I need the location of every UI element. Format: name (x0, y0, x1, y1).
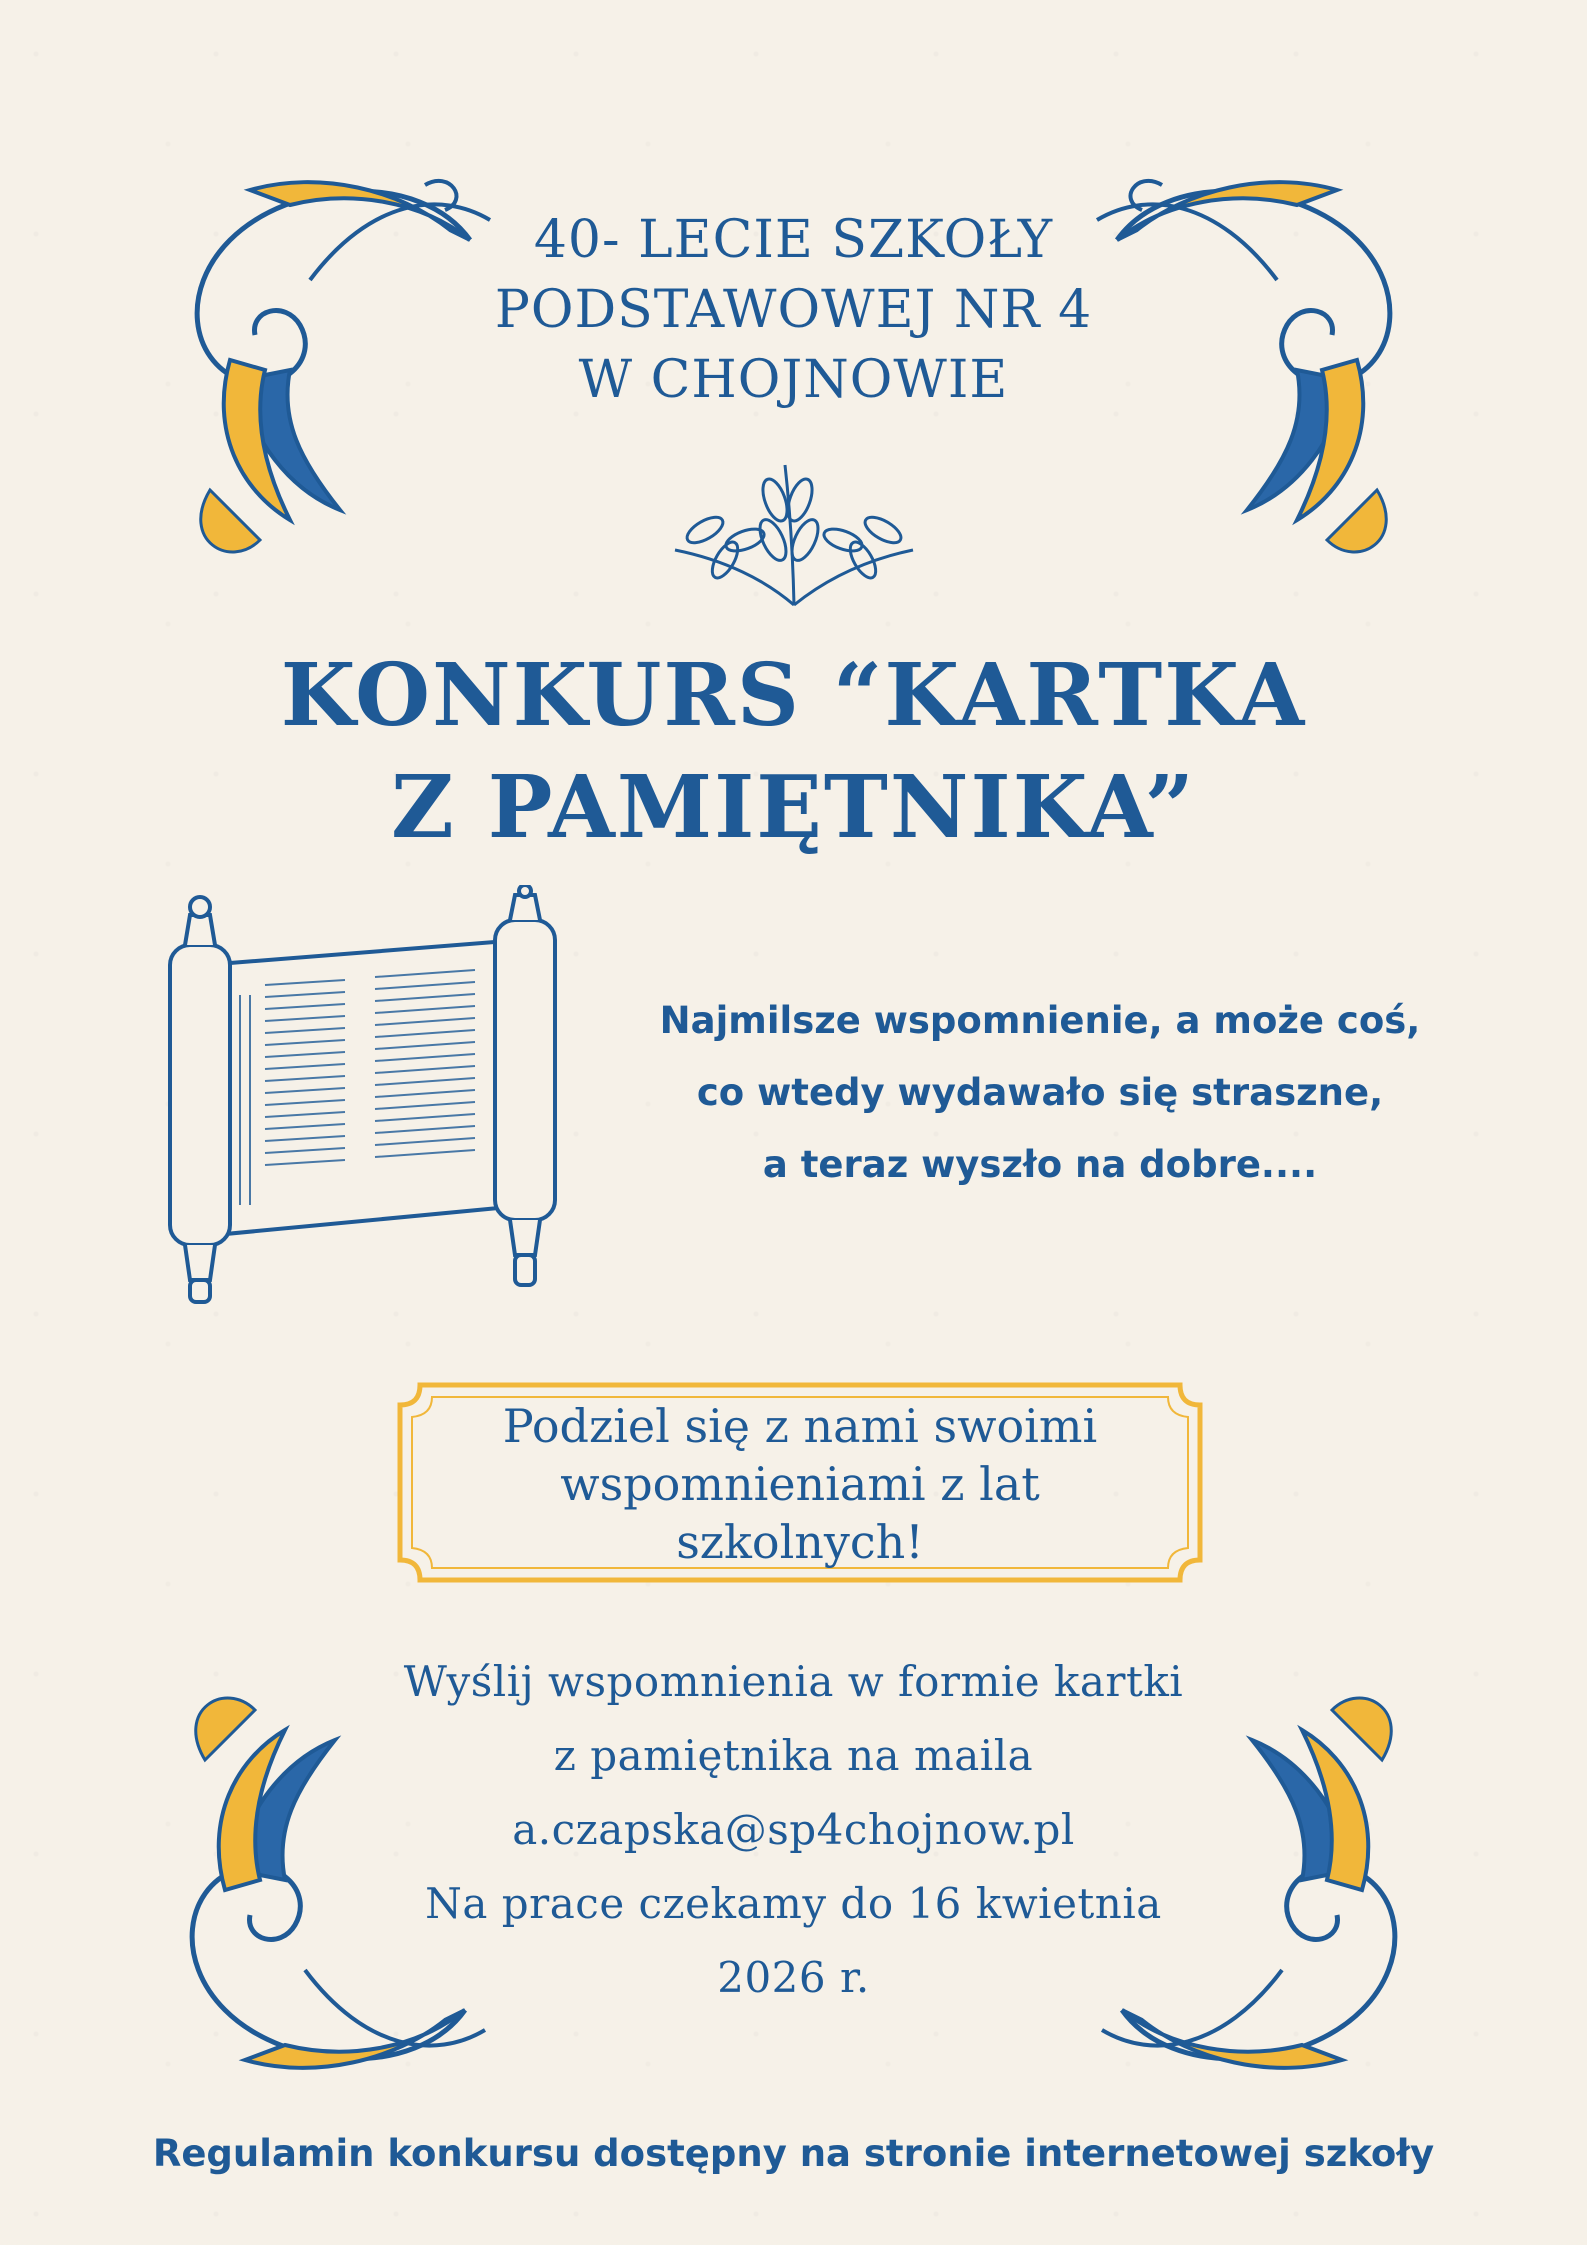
deadline-line: Na prace czekamy do 16 kwietnia (425, 1879, 1162, 1928)
title-line: Z PAMIĘTNIKA” (391, 757, 1196, 858)
lead-text (590, 985, 1490, 1201)
instruction-line: z pamiętnika na maila (553, 1731, 1034, 1780)
lead-line: Najmilsze wspomnienie, a może coś, (659, 999, 1421, 1042)
contest-title (0, 640, 1587, 864)
deadline-year: 2026 r. (717, 1953, 870, 2002)
lead-line: co wtedy wydawało się straszne, (696, 1071, 1384, 1114)
header-line: W CHOJNOWIE (578, 350, 1009, 410)
callout-frame (390, 1375, 1210, 1590)
instruction-line: Wyślij wspomnienia w formie kartki (403, 1657, 1184, 1706)
rules-note: Regulamin konkursu dostępny na stronie internetowej szkoły (152, 2132, 1435, 2175)
submission-instructions (0, 1645, 1587, 2015)
torah-scroll-icon (145, 885, 580, 1305)
callout-line: wspomnieniami z lat (560, 1457, 1040, 1511)
callout-line: Podziel się z nami swoimi (502, 1399, 1098, 1453)
callout-text (390, 1397, 1210, 1571)
callout-line: szkolnych! (676, 1515, 924, 1569)
wheat-sprig-icon (665, 460, 923, 610)
email-address[interactable]: a.czapska@sp4chojnow.pl (512, 1805, 1075, 1854)
title-line: KONKURS “KARTKA (280, 645, 1307, 746)
school-anniversary-header (0, 205, 1587, 415)
header-line: PODSTAWOWEJ NR 4 (494, 280, 1093, 340)
lead-line: a teraz wyszło na dobre.... (762, 1143, 1318, 1186)
header-line: 40- LECIE SZKOŁY (533, 210, 1054, 270)
